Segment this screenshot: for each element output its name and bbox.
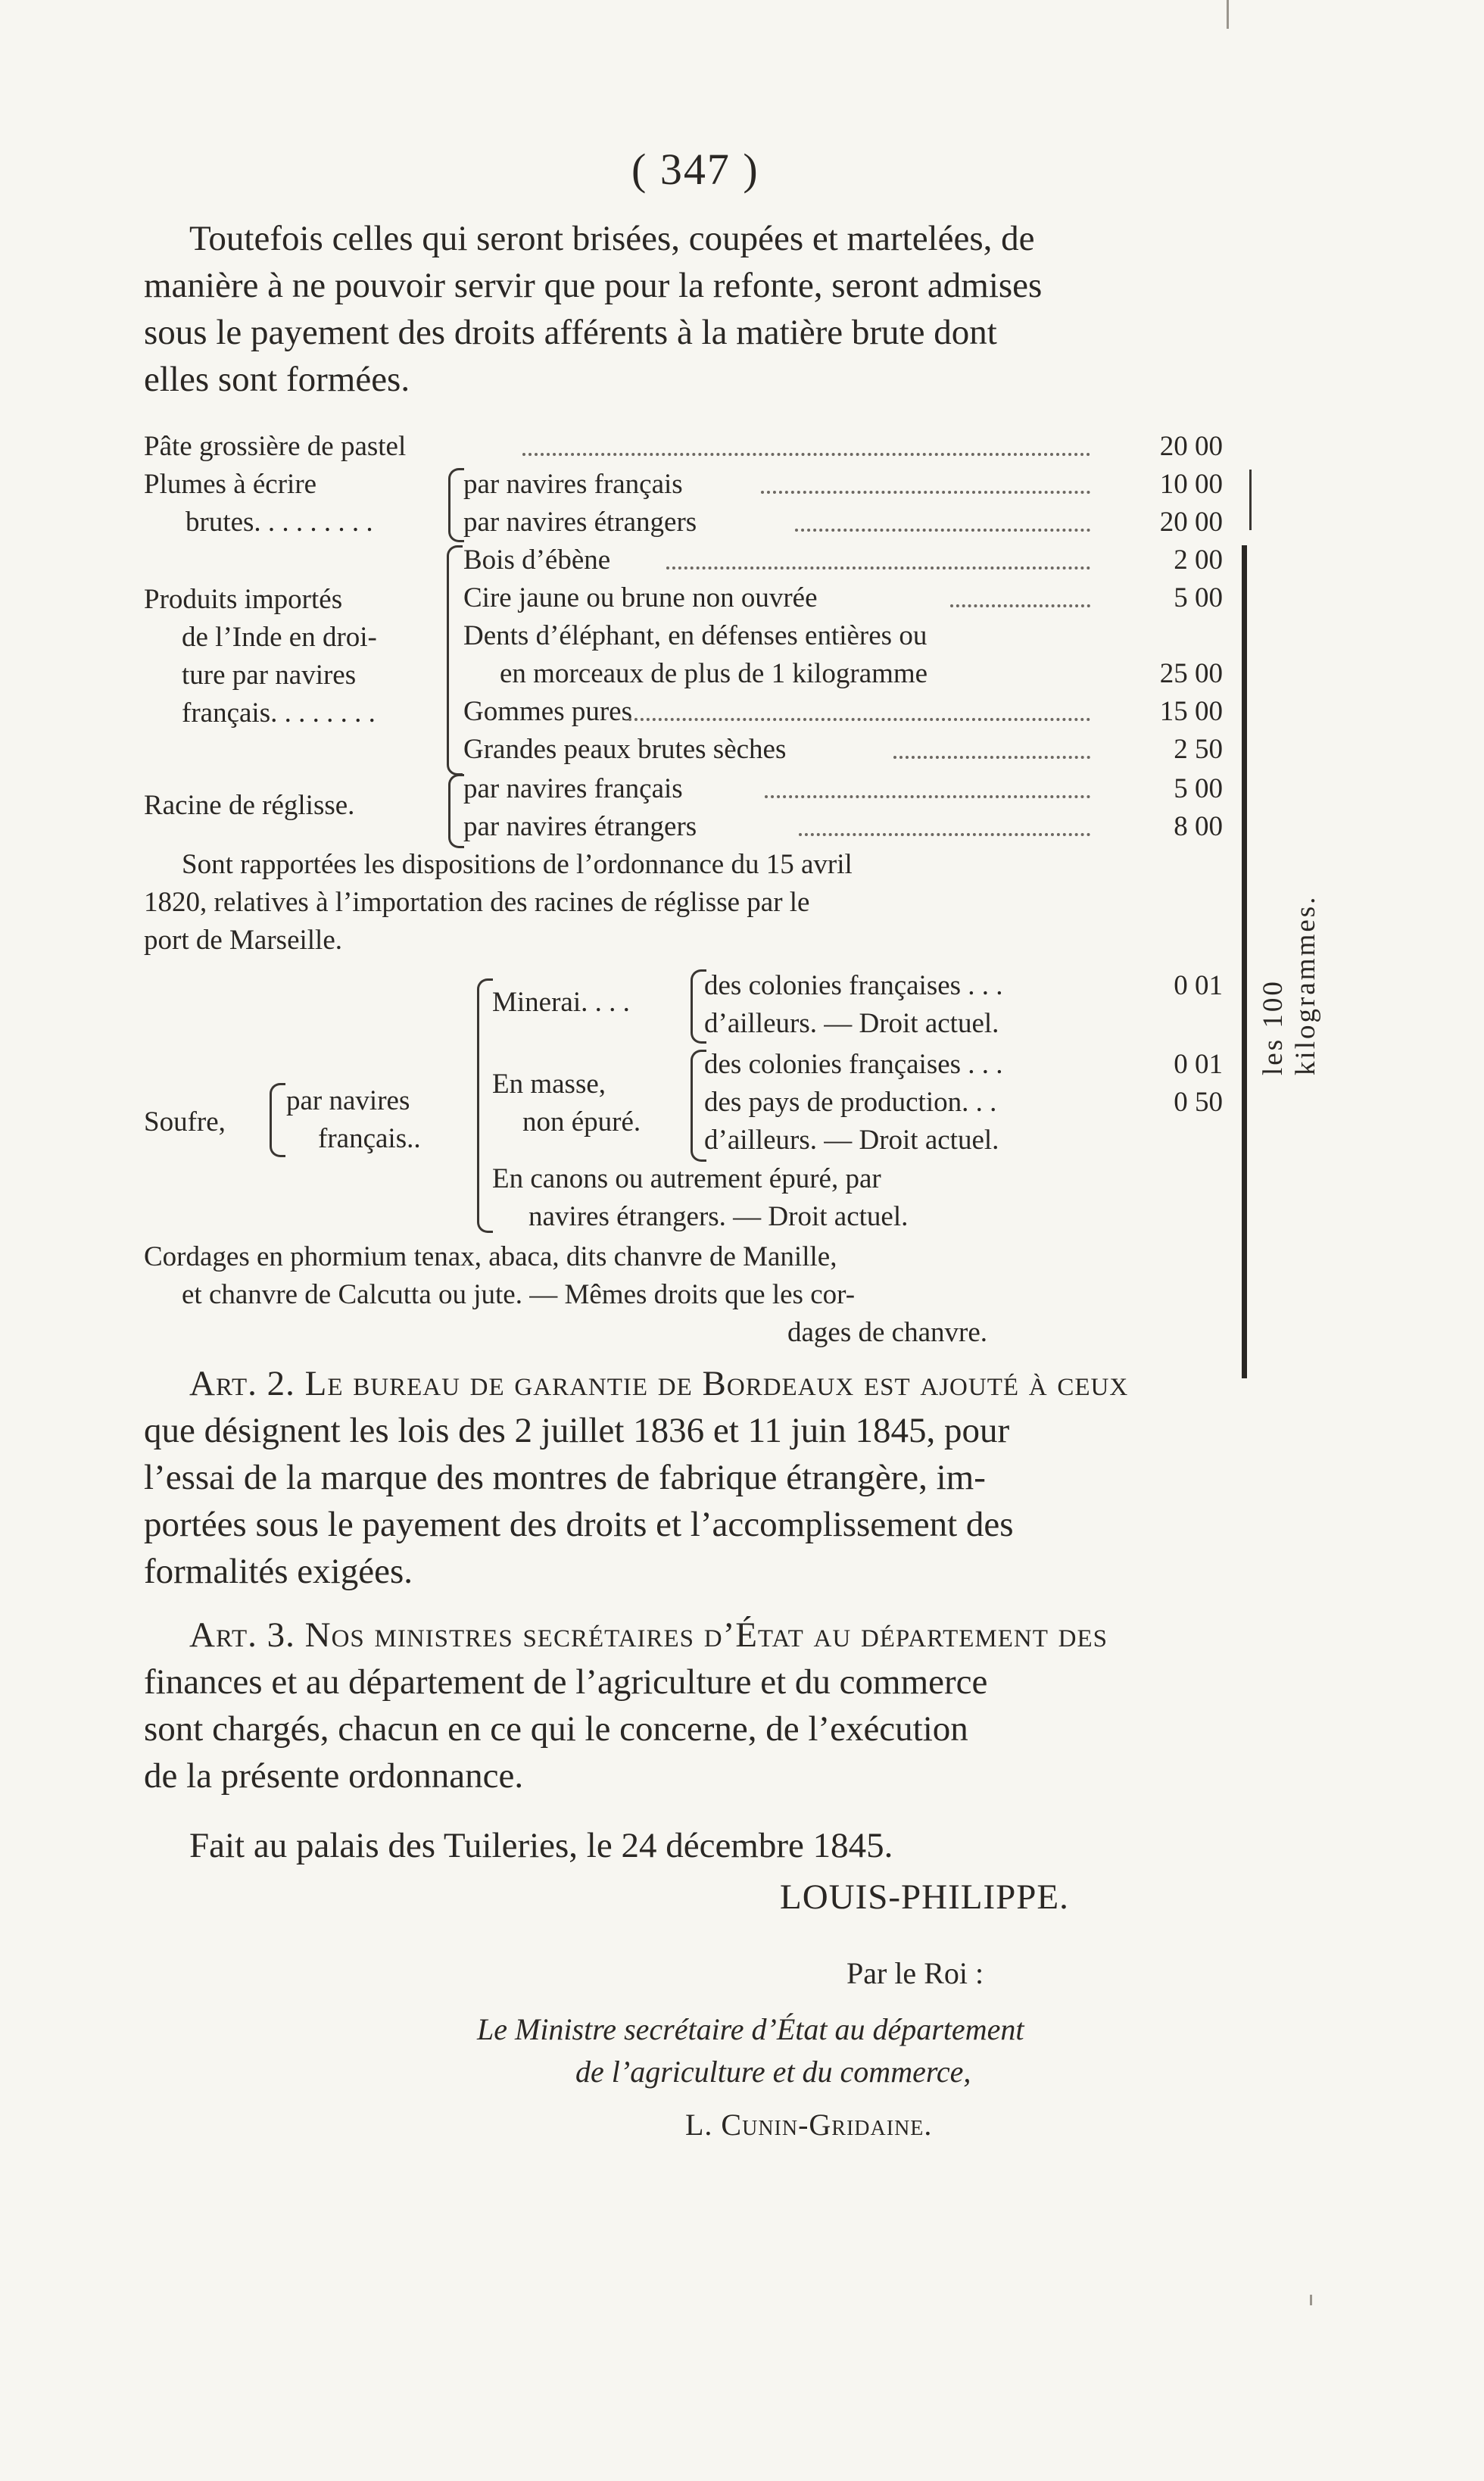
- tariff-label: des colonies françaises . . .: [704, 970, 1003, 1001]
- tariff-label: Plumes à écrire: [144, 469, 317, 500]
- tariff-label: par navires français: [463, 773, 683, 804]
- signature: LOUIS-PHILIPPE.: [780, 1877, 1069, 1917]
- print-mark: [1310, 2295, 1312, 2305]
- cordages-line: dages de chanvre.: [787, 1317, 988, 1348]
- leader-dots: [765, 795, 1090, 798]
- leader-dots: [950, 604, 1090, 607]
- leader-dots: [628, 718, 1090, 721]
- tariff-label: des colonies françaises . . .: [704, 1049, 1003, 1080]
- brace: [270, 1083, 285, 1157]
- tariff-label: français. . . . . . . .: [182, 697, 376, 729]
- minister-title: de l’agriculture et du commerce,: [575, 2055, 971, 2089]
- duty-value: 25 00: [1159, 658, 1223, 689]
- brace: [477, 978, 493, 1233]
- column-rule: [1249, 470, 1252, 530]
- duty-value: 0 50: [1174, 1087, 1223, 1118]
- leader-dots: [893, 756, 1090, 759]
- intro-line: manière à ne pouvoir servir que pour la refonte, seront admises: [144, 266, 1043, 305]
- minister-title: Le Ministre secrétaire d’État au département: [477, 2012, 1024, 2046]
- duty-value: 5 00: [1174, 773, 1223, 804]
- print-mark: [1227, 0, 1229, 29]
- art2-line: [189, 1363, 1128, 1404]
- leader-dots: [666, 566, 1090, 570]
- tariff-label: Dents d’éléphant, en défenses entières ou: [463, 620, 928, 651]
- tariff-label: français..: [318, 1123, 421, 1154]
- intro-line: sous le payement des droits afférents à la matière brute dont: [144, 313, 997, 352]
- art2-line: l’essai de la marque des montres de fabrique étrangère, im-: [144, 1458, 986, 1497]
- cordages-line: Cordages en phormium tenax, abaca, dits chanvre de Manille,: [144, 1241, 837, 1272]
- duty-value: 10 00: [1159, 469, 1223, 500]
- tariff-label: Racine de réglisse.: [144, 790, 355, 821]
- note-line: Sont rapportées les dispositions de l’ordonnance du 15 avril: [182, 849, 853, 880]
- duty-value: 8 00: [1174, 811, 1223, 842]
- art3-line: sont chargés, chacun en ce qui le concerne, de l’exécution: [144, 1709, 968, 1749]
- art3-line: de la présente ordonnance.: [144, 1756, 524, 1796]
- duty-value: 0 01: [1174, 970, 1223, 1001]
- note-line: 1820, relatives à l’importation des racines de réglisse par le: [144, 887, 810, 918]
- duty-value: 20 00: [1159, 431, 1223, 462]
- tariff-label: ture par navires: [182, 660, 357, 691]
- art2-line: que désignent les lois des 2 juillet 1836 et 11 juin 1845, pour: [144, 1411, 1010, 1450]
- par-le-roi: Par le Roi :: [846, 1956, 984, 1990]
- art3-line: [189, 1615, 1108, 1656]
- duty-value: 2 50: [1174, 734, 1223, 765]
- tariff-label: d’ailleurs. — Droit actuel.: [704, 1008, 999, 1039]
- tariff-label: Soufre,: [144, 1106, 226, 1138]
- leader-dots: [799, 833, 1090, 836]
- cordages-line: et chanvre de Calcutta ou jute. — Mêmes droits que les cor-: [182, 1279, 856, 1310]
- leader-dots: [522, 453, 1090, 456]
- page-number: ( 347 ): [631, 145, 759, 194]
- art3-line: finances et au département de l’agriculture et du commerce: [144, 1662, 988, 1702]
- leader-dots: [761, 491, 1090, 494]
- intro-line: elles sont formées.: [144, 360, 410, 399]
- art3-text: Art. 3. Nos ministres secrétaires d’État au département des: [189, 1615, 1108, 1655]
- tariff-label: Bois d’ébène: [463, 545, 611, 576]
- note-line: port de Marseille.: [144, 925, 342, 956]
- duty-value: 20 00: [1159, 507, 1223, 538]
- tariff-label: brutes. . . . . . . . .: [186, 507, 373, 538]
- tariff-label: Minerai. . . .: [492, 987, 630, 1018]
- brace: [448, 468, 464, 542]
- tariff-label: en morceaux de plus de 1 kilogramme: [500, 658, 928, 689]
- tariff-label: par navires: [286, 1085, 410, 1116]
- tariff-label: Pâte grossière de pastel: [144, 431, 407, 462]
- duty-value: 0 01: [1174, 1049, 1223, 1080]
- tariff-label: En canons ou autrement épuré, par: [492, 1163, 881, 1194]
- tariff-label: En masse,: [492, 1069, 606, 1100]
- tariff-label: Produits importés: [144, 584, 343, 615]
- minister-name: L. Cunin-Gridaine.: [685, 2108, 933, 2142]
- closing-line: Fait au palais des Tuileries, le 24 décembre 1845.: [189, 1826, 893, 1865]
- tariff-label: Cire jaune ou brune non ouvrée: [463, 582, 818, 613]
- tariff-label: Gommes pures: [463, 696, 632, 727]
- art2-line: portées sous le payement des droits et l’accomplissement des: [144, 1505, 1014, 1544]
- unit-label: les 100 kilogrammes.: [1258, 894, 1321, 1075]
- tariff-label: par navires étrangers: [463, 507, 697, 538]
- intro-line: Toutefois celles qui seront brisées, coupées et martelées, de: [189, 219, 1035, 258]
- tariff-label: navires étrangers. — Droit actuel.: [528, 1201, 909, 1232]
- tariff-label: non épuré.: [522, 1106, 641, 1138]
- tariff-label: des pays de production. . .: [704, 1087, 997, 1118]
- duty-value: 15 00: [1159, 696, 1223, 727]
- column-rule: [1242, 545, 1247, 1378]
- brace: [447, 545, 463, 776]
- art2-line: formalités exigées.: [144, 1552, 413, 1591]
- duty-value: 5 00: [1174, 582, 1223, 613]
- tariff-label: par navires étrangers: [463, 811, 697, 842]
- tariff-label: Grandes peaux brutes sèches: [463, 734, 787, 765]
- tariff-label: de l’Inde en droi-: [182, 622, 377, 653]
- leader-dots: [795, 529, 1090, 532]
- duty-value: 2 00: [1174, 545, 1223, 576]
- brace: [448, 774, 464, 848]
- tariff-label: d’ailleurs. — Droit actuel.: [704, 1125, 999, 1156]
- tariff-label: par navires français: [463, 469, 683, 500]
- art2-text: Art. 2. Le bureau de garantie de Bordeaux est ajouté à ceux: [189, 1364, 1129, 1403]
